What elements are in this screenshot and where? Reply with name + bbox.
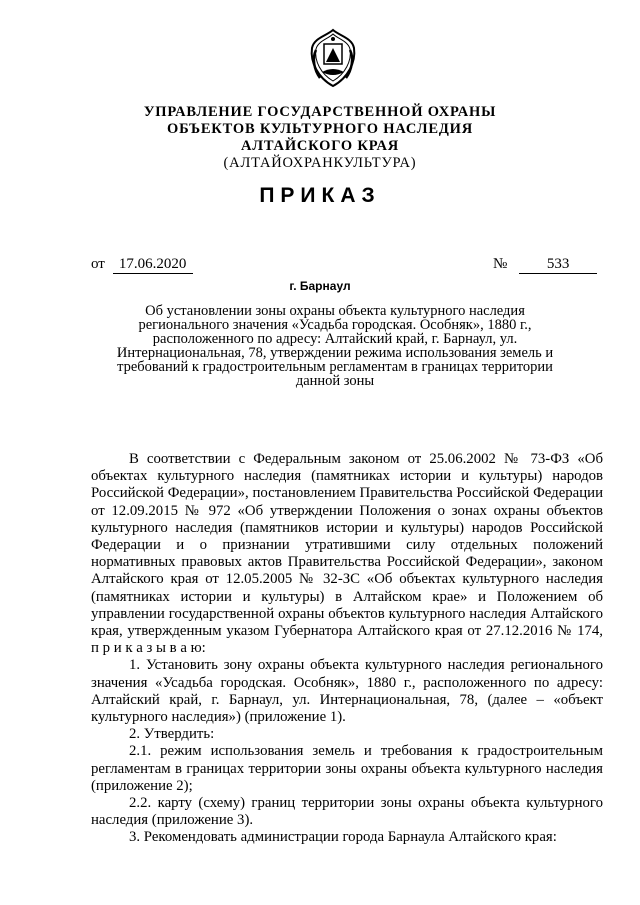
date-prefix: от bbox=[91, 256, 105, 272]
order-body bbox=[91, 451, 603, 847]
clause-3: 3. Рекомендовать администрации города Барнаула Алтайского края: bbox=[129, 829, 557, 846]
clause-2: 2. Утвердить: bbox=[129, 726, 215, 743]
city: г. Барнаул bbox=[289, 279, 351, 293]
clause-2-2: 2.2. карту (схему) границ территории зоны охраны объекта культурного наследия (приложение 3). bbox=[91, 795, 603, 829]
number-prefix: № bbox=[493, 256, 508, 272]
document-title: ПРИКАЗ bbox=[259, 184, 381, 207]
org-name-line-3: АЛТАЙСКОГО КРАЯ bbox=[240, 138, 400, 154]
date-block bbox=[91, 256, 193, 274]
clause-2-1: 2.1. режим использования земель и требования к градостроительным регламентам в границах территории зоны охраны объекта культурного наследия (приложение 2); bbox=[91, 743, 603, 794]
order-date: 17.06.2020 bbox=[113, 256, 193, 274]
preamble-paragraph: В соответствии с Федеральным законом от 25.06.2002 № 73-ФЗ «Об объектах культурного наследия (памятниках истории и культуры) народов Российской Федерации», постановлением Правительства Российской Федерации от 12.09.2015 № 972 «Об утверждении Положения о зонах охраны объектов культурного наследия (памятников истории и культуры) народов Российской Федерации и о признании утратившими силу отдельных положений нормативных правовых актов Правительства Российской Федерации», законом Алтайского края от 12.05.2005 № 32-ЗС «Об объектах культурного наследия (памятниках истории и культуры) в Алтайском крае» и Положением об управлении государственной охраны объектов культурного наследия Алтайского края, утвержденным указом Губернатора Алтайского края от 27.12.2016 № 174, п р и к а з ы в а ю: bbox=[91, 451, 603, 657]
coat-of-arms-icon bbox=[308, 28, 358, 88]
order-number: 533 bbox=[519, 256, 597, 274]
number-block bbox=[493, 256, 597, 274]
order-subject: Об установлении зоны охраны объекта культурного наследия регионального значения «Усадьба городская. Особняк», 1880 г., расположенного по адресу: Алтайский край, г. Барнаул, ул. Интернациональная, 78, утверждении режима использования земель и требований к градостроительным регламентам в границах территории данной зоны bbox=[116, 303, 554, 389]
org-name-line-2: ОБЪЕКТОВ КУЛЬТУРНОГО НАСЛЕДИЯ bbox=[167, 121, 473, 137]
clause-1: 1. Установить зону охраны объекта культурного наследия регионального значения «Усадьба городская. Особняк», 1880 г., расположенного по адресу: Алтайский край, г. Барнаул, ул. Интернациональная, 78, (далее – «объект культурного наследия») (приложение 1). bbox=[91, 657, 603, 726]
org-short-name: (АЛТАЙОХРАНКУЛЬТУРА) bbox=[223, 155, 417, 171]
org-name-line-1: УПРАВЛЕНИЕ ГОСУДАРСТВЕННОЙ ОХРАНЫ bbox=[143, 104, 497, 120]
